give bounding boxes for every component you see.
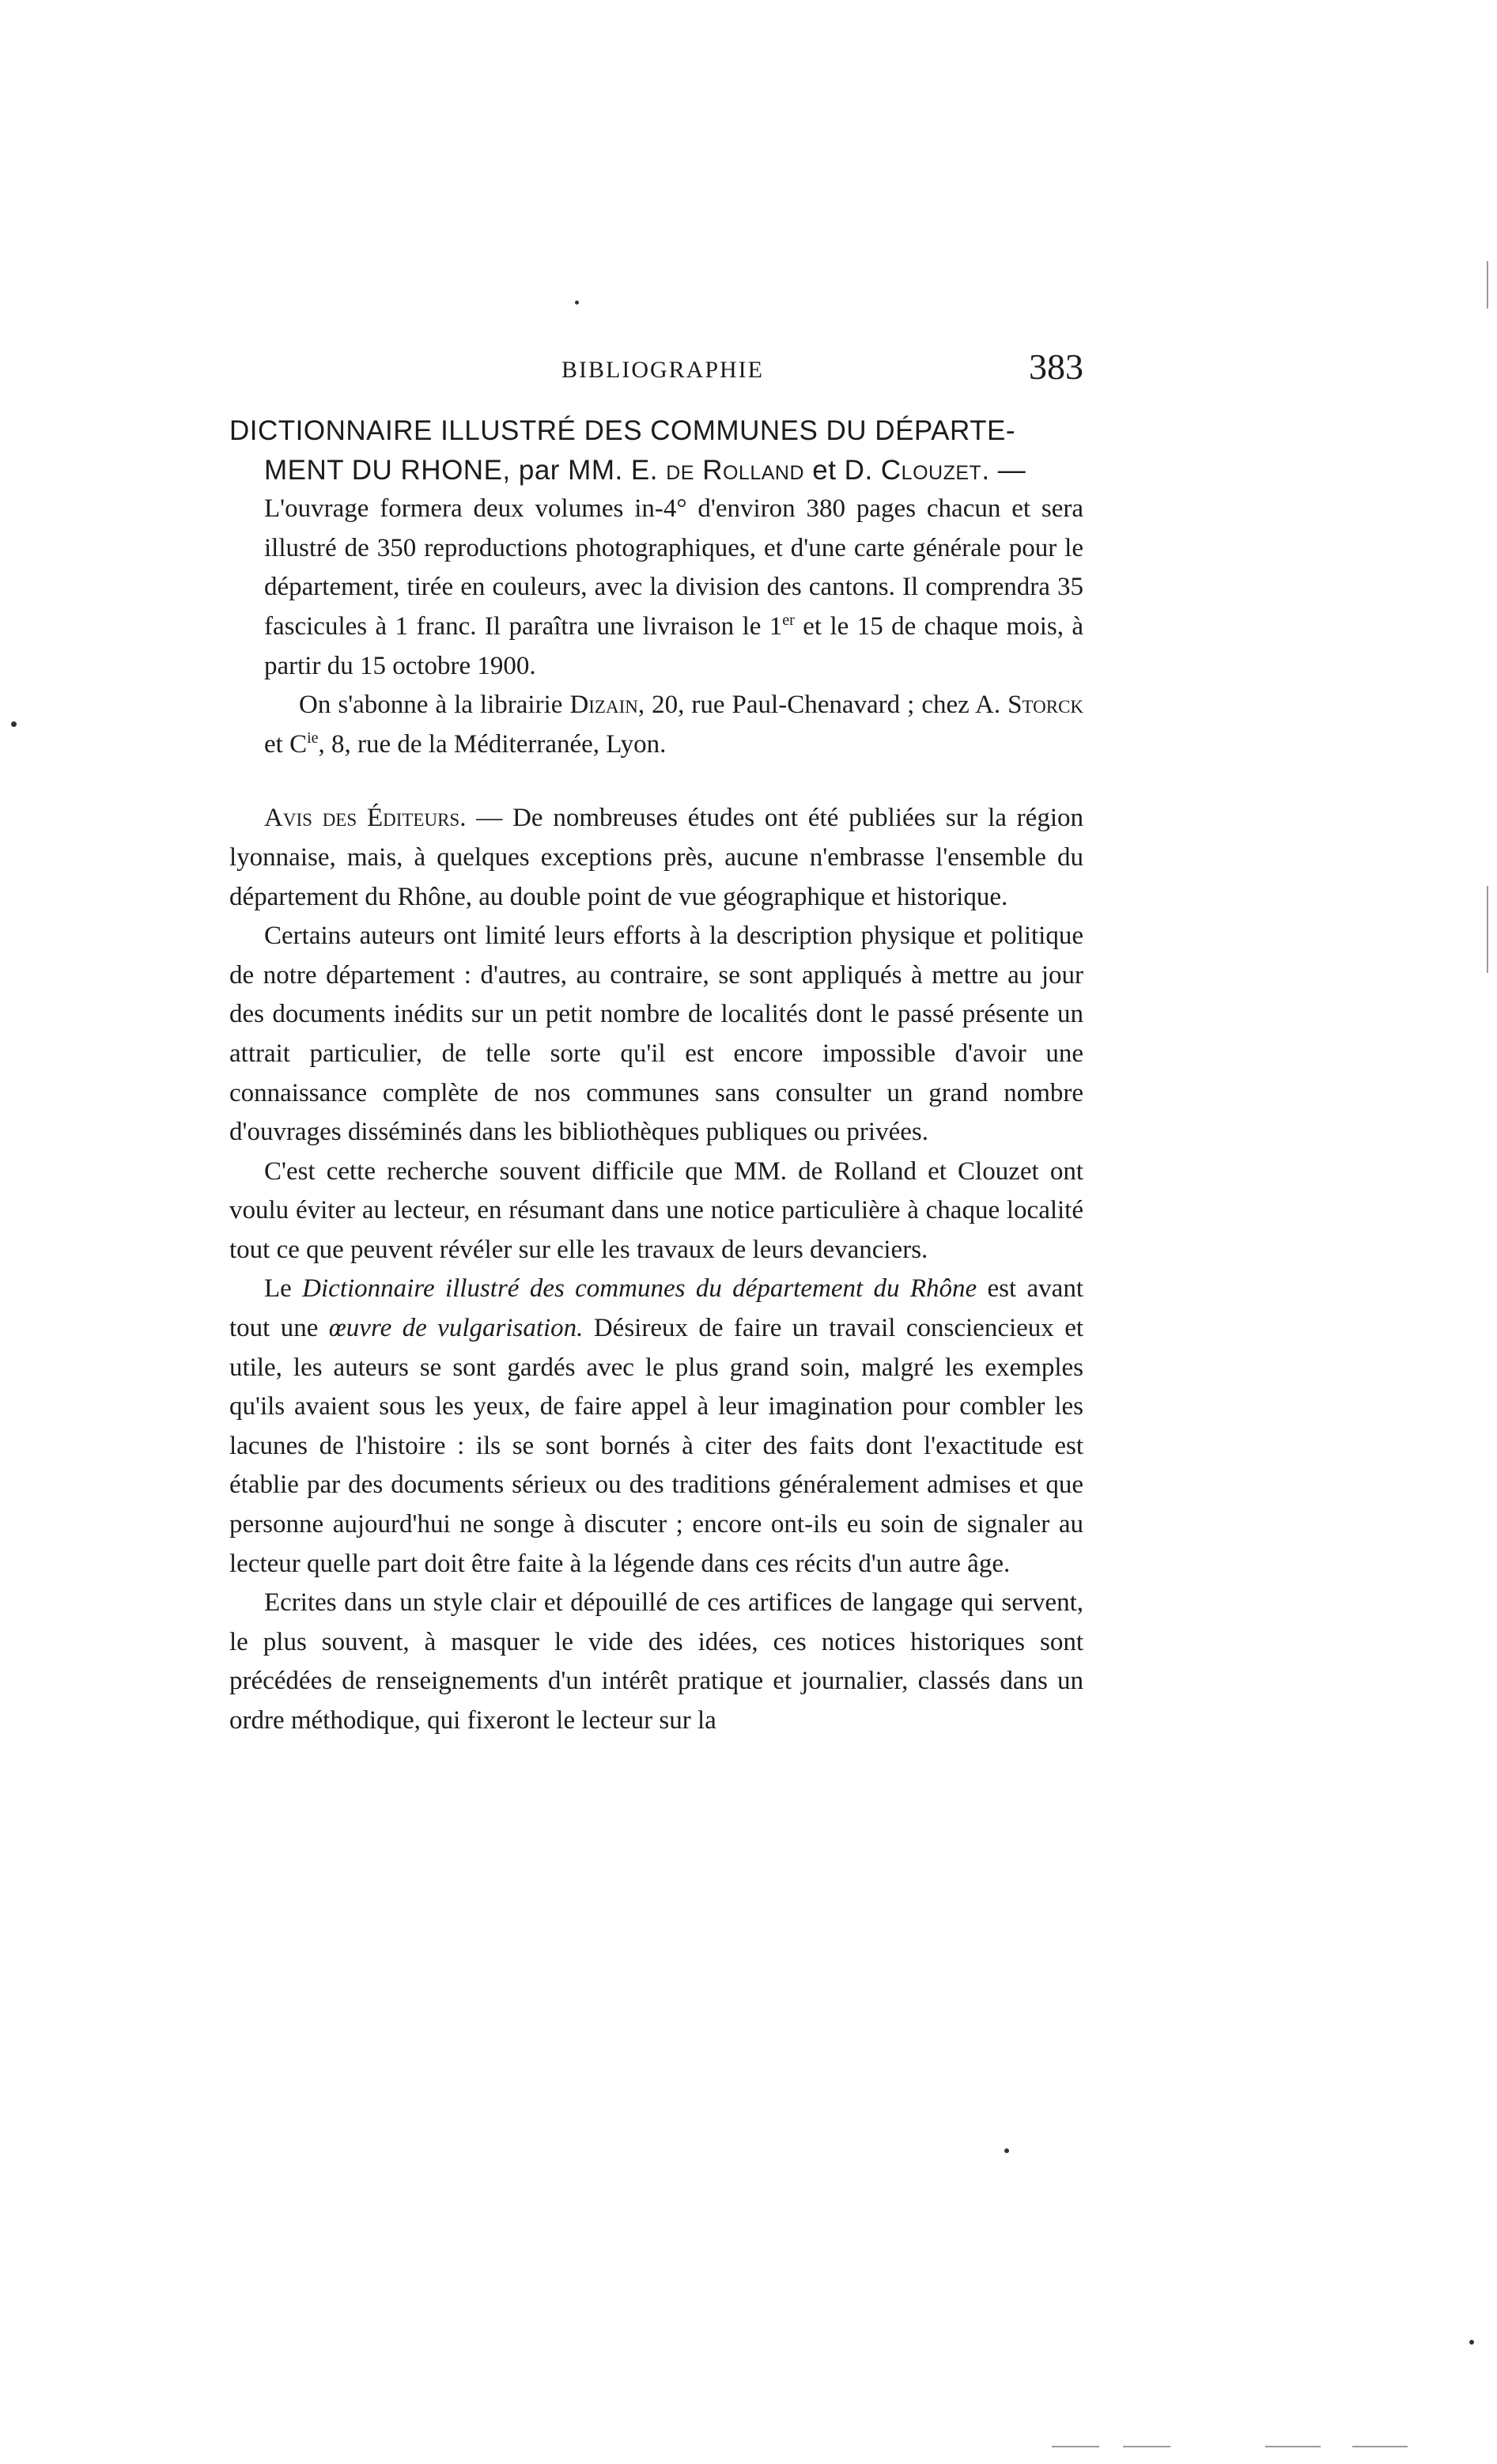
publisher-name: Storck — [1007, 691, 1084, 720]
entry-description-dates: et le 15 de chaque mois, à partir du 15 octobre 1900. — [264, 611, 1084, 680]
notice-paragraph-4 — [229, 1270, 1083, 1584]
entry-title-line2-text: MENT DU RHONE, par MM. E. — [264, 454, 659, 486]
running-title: BIBLIOGRAPHIE — [561, 357, 764, 383]
scan-edge-mark — [1265, 2446, 1321, 2447]
bibliography-entry — [229, 411, 1083, 764]
entry-description — [229, 490, 1083, 686]
notice-paragraph-4-lead: Le — [264, 1274, 292, 1304]
publisher-company: et C — [264, 729, 308, 759]
work-type: œuvre de vulgarisation. — [328, 1314, 584, 1343]
running-head — [229, 346, 1083, 399]
dictionary-title: Dictionnaire illustré des communes du département du Rhône — [302, 1274, 977, 1304]
subscription-address: , 20, rue Paul-Chenavard ; chez A. — [637, 691, 1001, 720]
scan-speck — [575, 301, 579, 305]
page-number: 383 — [1029, 346, 1083, 387]
subscription-text: On s'abonne à la librairie — [299, 691, 563, 720]
entry-subscription — [229, 686, 1083, 764]
scan-speck — [1004, 2148, 1009, 2153]
page-body — [229, 411, 1083, 1741]
notice-paragraph-5: Ecrites dans un style clair et dépouillé de ces artifices de langage qui servent, le plus souvent, à masquer le vide des idées, ces notices historiques sont précédées de renseignements d'un intérêt pratique et journalier, classés dans un ordre méthodique, qui fixeront le lecteur sur la — [229, 1588, 1083, 1735]
scan-edge-mark — [1052, 2446, 1099, 2447]
entry-title-line1: DICTIONNAIRE ILLUSTRÉ DES COMMUNES DU DÉPARTE- — [229, 415, 1016, 446]
notice-paragraph-4-mid: est avant tout une — [229, 1274, 1083, 1343]
publisher-address: , 8, rue de la Méditerranée, Lyon. — [318, 729, 667, 759]
bookshop-name: Dizain — [569, 691, 638, 720]
notice-heading: Avis des Éditeurs. — [264, 804, 467, 833]
author-rolland: de Rolland — [666, 454, 805, 486]
scan-speck — [11, 721, 17, 727]
notice-paragraph-1 — [229, 799, 1083, 917]
scan-speck — [1469, 2340, 1474, 2345]
superscript-er: er — [782, 611, 795, 629]
notice-paragraph-4-text: Désireux de faire un travail consciencieux et utile, les auteurs se sont gardés avec le plus grand soin, malgré les exemples qu'ils avaient sous les yeux, de faire appel à leur imagination pour combler les lacunes de l'histoire : ils se sont bornés à citer des faits dont l'exactitude est établie par des documents sérieux ou des traditions généralement admises et que personne aujourd'hui ne songe à discuter ; encore ont-ils eu soin de signaler au lecteur quelle part doit être faite à la légende dans ces récits d'un autre âge. — [229, 1314, 1084, 1578]
scan-edge-mark — [1352, 2446, 1408, 2447]
publishers-notice — [229, 799, 1083, 1740]
entry-description-text: L'ouvrage formera deux volumes in-4° d'environ 380 pages chacun et sera illustré de 350 reproductions photographiques, et d'une carte générale pour le département, tirée en couleurs, avec la division des cantons. Il comprendra 35 fascicules à 1 franc. Il paraîtra une livraison le 1 — [264, 494, 1083, 641]
entry-title-dash: . — — [981, 454, 1026, 486]
entry-title-and: et D. — [812, 454, 873, 486]
notice-paragraph-3: C'est cette recherche souvent difficile que MM. de Rolland et Clouzet ont voulu éviter au lecteur, en résumant dans une notice particulière à chaque localité tout ce que peuvent révéler sur elle les travaux de leurs devanciers. — [229, 1156, 1083, 1264]
author-clouzet: Clouzet — [880, 454, 982, 486]
scan-edge-mark — [1487, 261, 1488, 308]
entry-title-line2 — [229, 455, 1026, 486]
notice-paragraph-2: Certains auteurs ont limité leurs efforts à la description physique et politique de notre département : d'autres, au contraire, se sont appliqués à mettre au jour des documents inédits sur un petit nombre de localités dont le passé présente un attrait particulier, de telle sorte qu'il est encore impossible d'avoir une connaissance complète de nos communes sans consulter un grand nombre d'ouvrages disséminés dans les bibliothèques publiques ou privées. — [229, 922, 1083, 1147]
entry-title — [229, 411, 1083, 490]
scan-edge-mark — [1487, 886, 1488, 973]
superscript-ie: ie — [307, 729, 319, 747]
section-gap — [229, 764, 1083, 799]
scan-edge-mark — [1123, 2446, 1170, 2447]
notice-paragraph-1-text: — De nombreuses études ont été publiées sur la région lyonnaise, mais, à quelques exceptions près, aucune n'embrasse l'ensemble du département du Rhône, au double point de vue géographique et historique. — [229, 804, 1083, 911]
